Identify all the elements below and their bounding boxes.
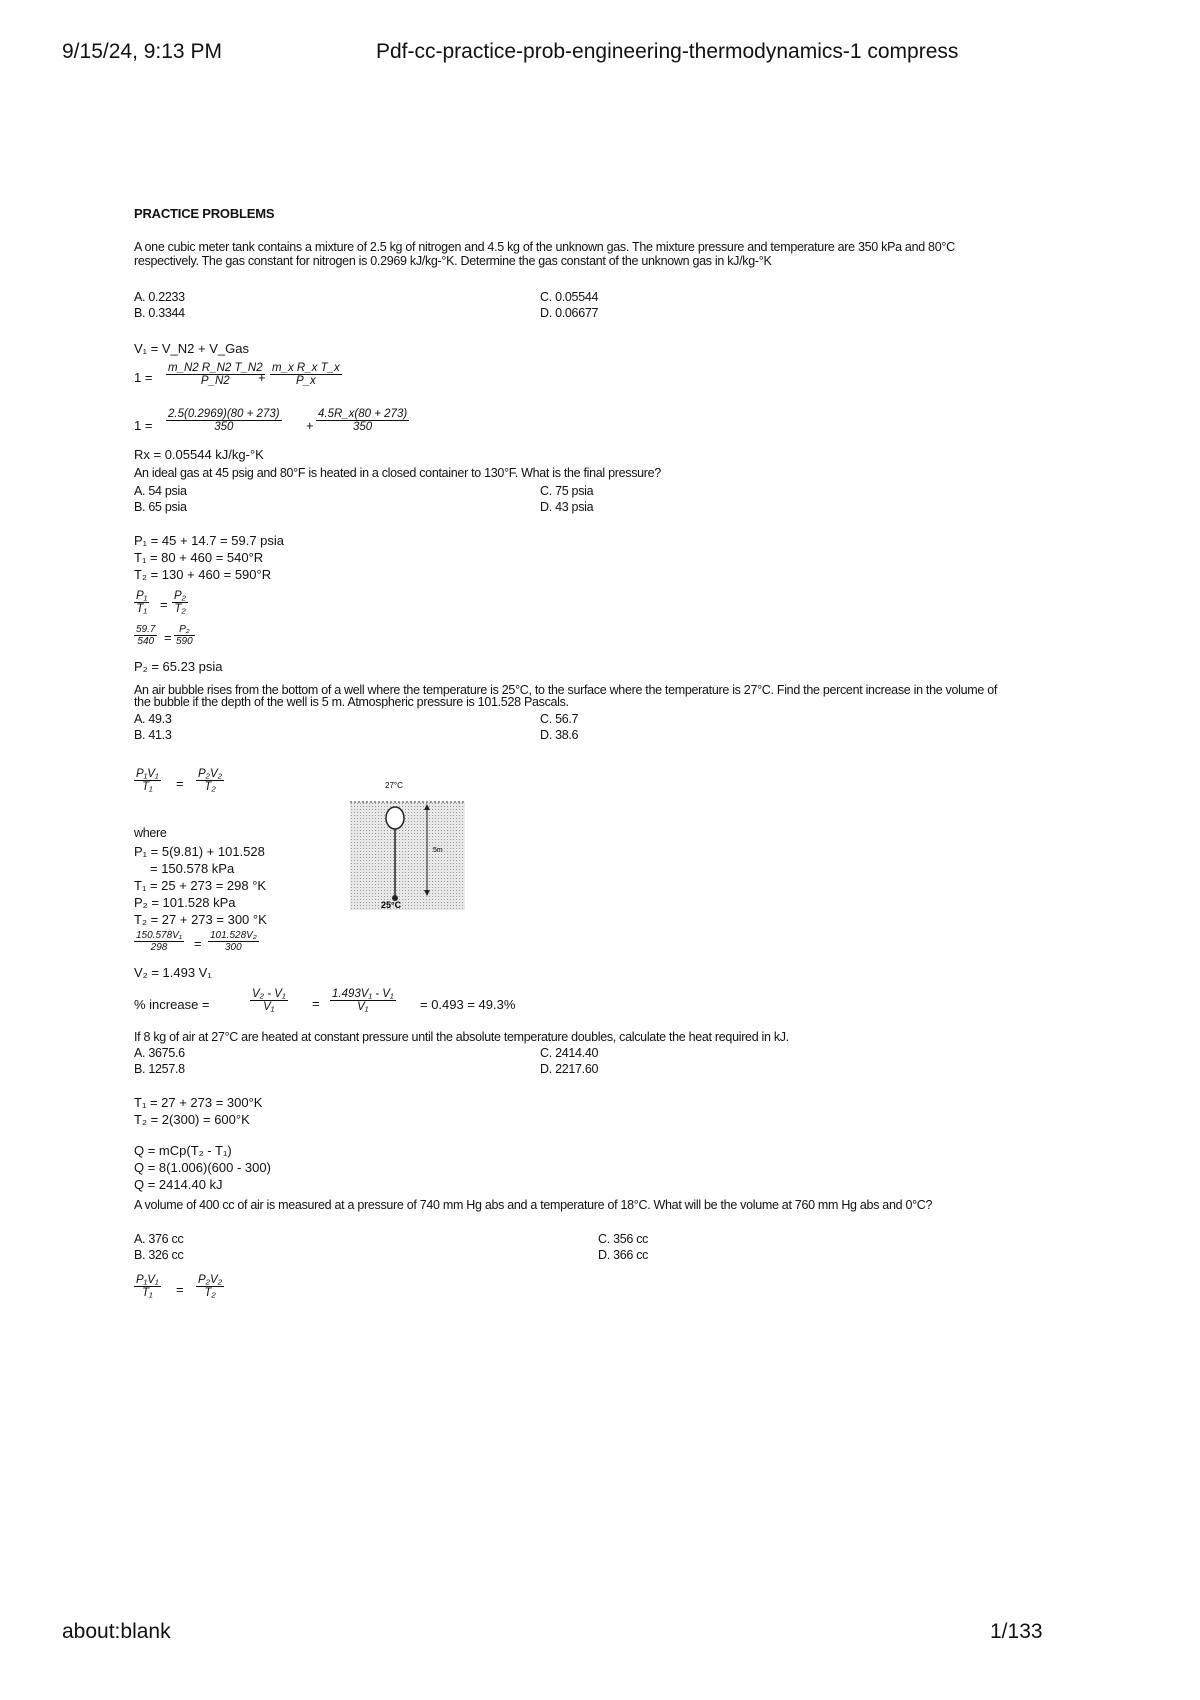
fraction-denominator: T₁: [141, 781, 153, 793]
problem-1-eq3-fraction-1: [166, 408, 282, 433]
problem-2-line-3: T₂ = 130 + 460 = 590°R: [134, 567, 272, 582]
problem-3-option-c: C. 56.7: [540, 712, 579, 726]
fraction-denominator: T₁: [141, 1287, 153, 1299]
well-depth-label: 5m: [433, 847, 443, 854]
fraction-denominator: 298: [150, 942, 168, 953]
problem-4-line-4: Q = 8(1.006)(600 - 300): [134, 1160, 271, 1175]
problem-3-line-5: T₂ = 27 + 273 = 300 °K: [134, 912, 267, 927]
fraction-numerator: P₂V₂: [198, 768, 223, 780]
problem-3-gas-law-left: [134, 768, 161, 793]
problem-2-question: An ideal gas at 45 psig and 80°F is heated in a closed container to 130°F. What is the final pressure?: [134, 466, 661, 480]
problem-5-option-a: A. 376 cc: [134, 1232, 184, 1246]
well-diagram: [345, 770, 470, 910]
fraction-denominator: P_x: [295, 375, 316, 387]
problem-3-percent-equals: =: [312, 996, 320, 1011]
fraction-denominator: T₂: [204, 1287, 216, 1299]
problem-2-fraction-1-equals: =: [160, 597, 168, 612]
fraction-numerator: 1.493V₁ - V₁: [332, 988, 394, 1000]
fraction-denominator: P_N2: [200, 375, 230, 387]
fraction-denominator: V₁: [357, 1001, 369, 1013]
problem-3-line-1: P₁ = 5(9.81) + 101.528: [134, 844, 265, 859]
fraction-numerator: 2.5(0.2969)(80 + 273): [168, 408, 280, 420]
problem-2-option-c: C. 75 psia: [540, 484, 594, 498]
problem-3-percent-fraction-1: [250, 988, 288, 1013]
problem-1-eq3-plus: +: [306, 418, 314, 433]
problem-3-line-3: T₁ = 25 + 273 = 298 °K: [134, 878, 267, 893]
problem-3-ratio-right: [208, 930, 259, 953]
problem-5-question: A volume of 400 cc of air is measured at a pressure of 740 mm Hg abs and a temperature of 18°C. What will be the volume at 760 mm Hg abs and 0°C?: [134, 1198, 933, 1212]
fraction-numerator: P₂: [174, 624, 195, 636]
problem-4-line-3: Q = mCp(T₂ - T₁): [134, 1143, 232, 1158]
fraction-numerator: V₂ - V₁: [252, 988, 286, 1000]
problem-1-option-a: A. 0.2233: [134, 290, 185, 304]
problem-3-line-2: = 150.578 kPa: [150, 861, 235, 876]
problem-1-option-c: C. 0.05544: [540, 290, 599, 304]
problem-3-where: where: [134, 826, 167, 840]
fraction-numerator: P₁: [136, 590, 148, 602]
problem-5-gas-law-right: [196, 1274, 224, 1299]
fraction-numerator: P₁V₁: [136, 1274, 159, 1286]
problem-5-option-b: B. 326 cc: [134, 1248, 184, 1262]
fraction-numerator: P₂V₂: [198, 1274, 223, 1286]
fraction-denominator: 540: [137, 636, 155, 647]
document-title: Pdf-cc-practice-prob-engineering-thermodynamics-1 compress: [376, 40, 959, 63]
problem-4-option-c: C. 2414.40: [540, 1046, 599, 1060]
problem-2-fraction-1: [134, 590, 149, 615]
problem-1-eq2-plus: +: [258, 370, 266, 385]
problem-3-gas-law-right: [196, 768, 224, 793]
fraction-numerator: P₂: [174, 590, 187, 602]
fraction-denominator: T₁: [136, 603, 147, 615]
problem-1-question: A one cubic meter tank contains a mixture of 2.5 kg of nitrogen and 4.5 kg of the unknown gas. The mixture pressure and temperature are 350 kPa and 80°C respectively. The gas constant for nitrogen is 0.2969 kJ/kg-°K. Determine the gas constant of the unknown gas in kJ/kg-°K: [134, 240, 955, 268]
problem-2-fraction-4: [174, 624, 195, 647]
bubble-top: [386, 807, 404, 829]
problem-2-option-a: A. 54 psia: [134, 484, 187, 498]
fraction-denominator: 300: [224, 942, 242, 953]
problem-4-line-5: Q = 2414.40 kJ: [134, 1177, 223, 1192]
problem-1-result: Rx = 0.05544 kJ/kg-°K: [134, 447, 264, 462]
fraction-denominator: 350: [353, 421, 373, 433]
problem-3-percent-result: = 0.493 = 49.3%: [420, 997, 516, 1012]
fraction-numerator: P₁V₁: [136, 768, 159, 780]
problem-3-line-4: P₂ = 101.528 kPa: [134, 895, 236, 910]
problem-1-eq2-fraction-2: [270, 362, 342, 387]
problem-5-option-d: D. 366 cc: [598, 1248, 649, 1262]
fraction-denominator: 350: [214, 421, 234, 433]
print-timestamp: 9/15/24, 9:13 PM: [62, 40, 222, 63]
surface-temperature-label: 27°C: [385, 781, 403, 790]
problem-4-question: If 8 kg of air at 27°C are heated at constant pressure until the absolute temperature doubles, calculate the heat required in kJ.: [134, 1030, 789, 1044]
problem-4-line-1: T₁ = 27 + 273 = 300°K: [134, 1095, 263, 1110]
problem-2-line-2: T₁ = 80 + 460 = 540°R: [134, 550, 264, 565]
well-water-region: [350, 802, 465, 910]
problem-3-ratio-left: [134, 930, 184, 953]
bottom-temperature-label: 25°C: [381, 900, 402, 910]
problem-2-result: P₂ = 65.23 psia: [134, 659, 223, 674]
page-url: about:blank: [62, 1620, 171, 1643]
problem-4-line-2: T₂ = 2(300) = 600°K: [134, 1112, 250, 1127]
problem-1-volume-equation: V₁ = V_N2 + V_Gas: [134, 341, 249, 356]
problem-5-gas-law-left: [134, 1274, 161, 1299]
fraction-numerator: 150.578V₁: [136, 930, 182, 941]
page-counter: 1/133: [990, 1620, 1043, 1643]
problem-3-percent-fraction-2: [330, 988, 396, 1013]
problem-3-percent-label: % increase =: [134, 997, 210, 1012]
problem-2-line-1: P₁ = 45 + 14.7 = 59.7 psia: [134, 533, 285, 548]
problem-3-gas-law-equals: =: [176, 776, 184, 791]
problem-2-fraction-3-equals: =: [164, 630, 172, 645]
problem-1-option-d: D. 0.06677: [540, 306, 599, 320]
problem-1-eq2-lhs: 1 =: [134, 370, 153, 385]
problem-1-eq2-fraction-1: [166, 362, 265, 387]
problem-3-option-a: A. 49.3: [134, 712, 172, 726]
problem-4-option-a: A. 3675.6: [134, 1046, 185, 1060]
fraction-denominator: 590: [176, 636, 193, 647]
problem-1-eq3-fraction-2: [316, 408, 409, 433]
problem-3-option-b: B. 41.3: [134, 728, 172, 742]
problem-2-fraction-2: [172, 590, 188, 615]
problem-4-option-b: B. 1257.8: [134, 1062, 185, 1076]
problem-1-eq3-lhs: 1 =: [134, 418, 153, 433]
problem-3-ratio-equals: =: [194, 936, 202, 951]
fraction-denominator: V₁: [263, 1001, 275, 1013]
fraction-numerator: m_N2 R_N2 T_N2: [168, 362, 263, 374]
problem-3-volume-ratio: V₂ = 1.493 V₁: [134, 965, 212, 980]
fraction-numerator: m_x R_x T_x: [272, 362, 340, 374]
problem-3-option-d: D. 38.6: [540, 728, 579, 742]
problem-1-option-b: B. 0.3344: [134, 306, 185, 320]
problem-2-option-b: B. 65 psia: [134, 500, 187, 514]
fraction-denominator: T₂: [174, 603, 186, 615]
problem-4-option-d: D. 2217.60: [540, 1062, 599, 1076]
fraction-denominator: T₂: [204, 781, 216, 793]
page-heading: PRACTICE PROBLEMS: [134, 206, 275, 221]
problem-3-question: An air bubble rises from the bottom of a well where the temperature is 25°C, to the surface where the temperature is 27°C. Find the percent increase in the volume of the bubble if the depth of the well is 5 m. Atmospheric pressure is 101.528 Pascals.: [134, 683, 998, 709]
problem-2-option-d: D. 43 psia: [540, 500, 594, 514]
fraction-numerator: 101.528V₂: [210, 930, 257, 941]
problem-5-gas-law-equals: =: [176, 1282, 184, 1297]
well-diagram-graphic: [345, 770, 470, 910]
problem-2-fraction-3: [134, 624, 157, 647]
fraction-numerator: 4.5R_x(80 + 273): [318, 408, 408, 420]
problem-5-option-c: C. 356 cc: [598, 1232, 649, 1246]
fraction-numerator: 59.7: [136, 624, 156, 635]
